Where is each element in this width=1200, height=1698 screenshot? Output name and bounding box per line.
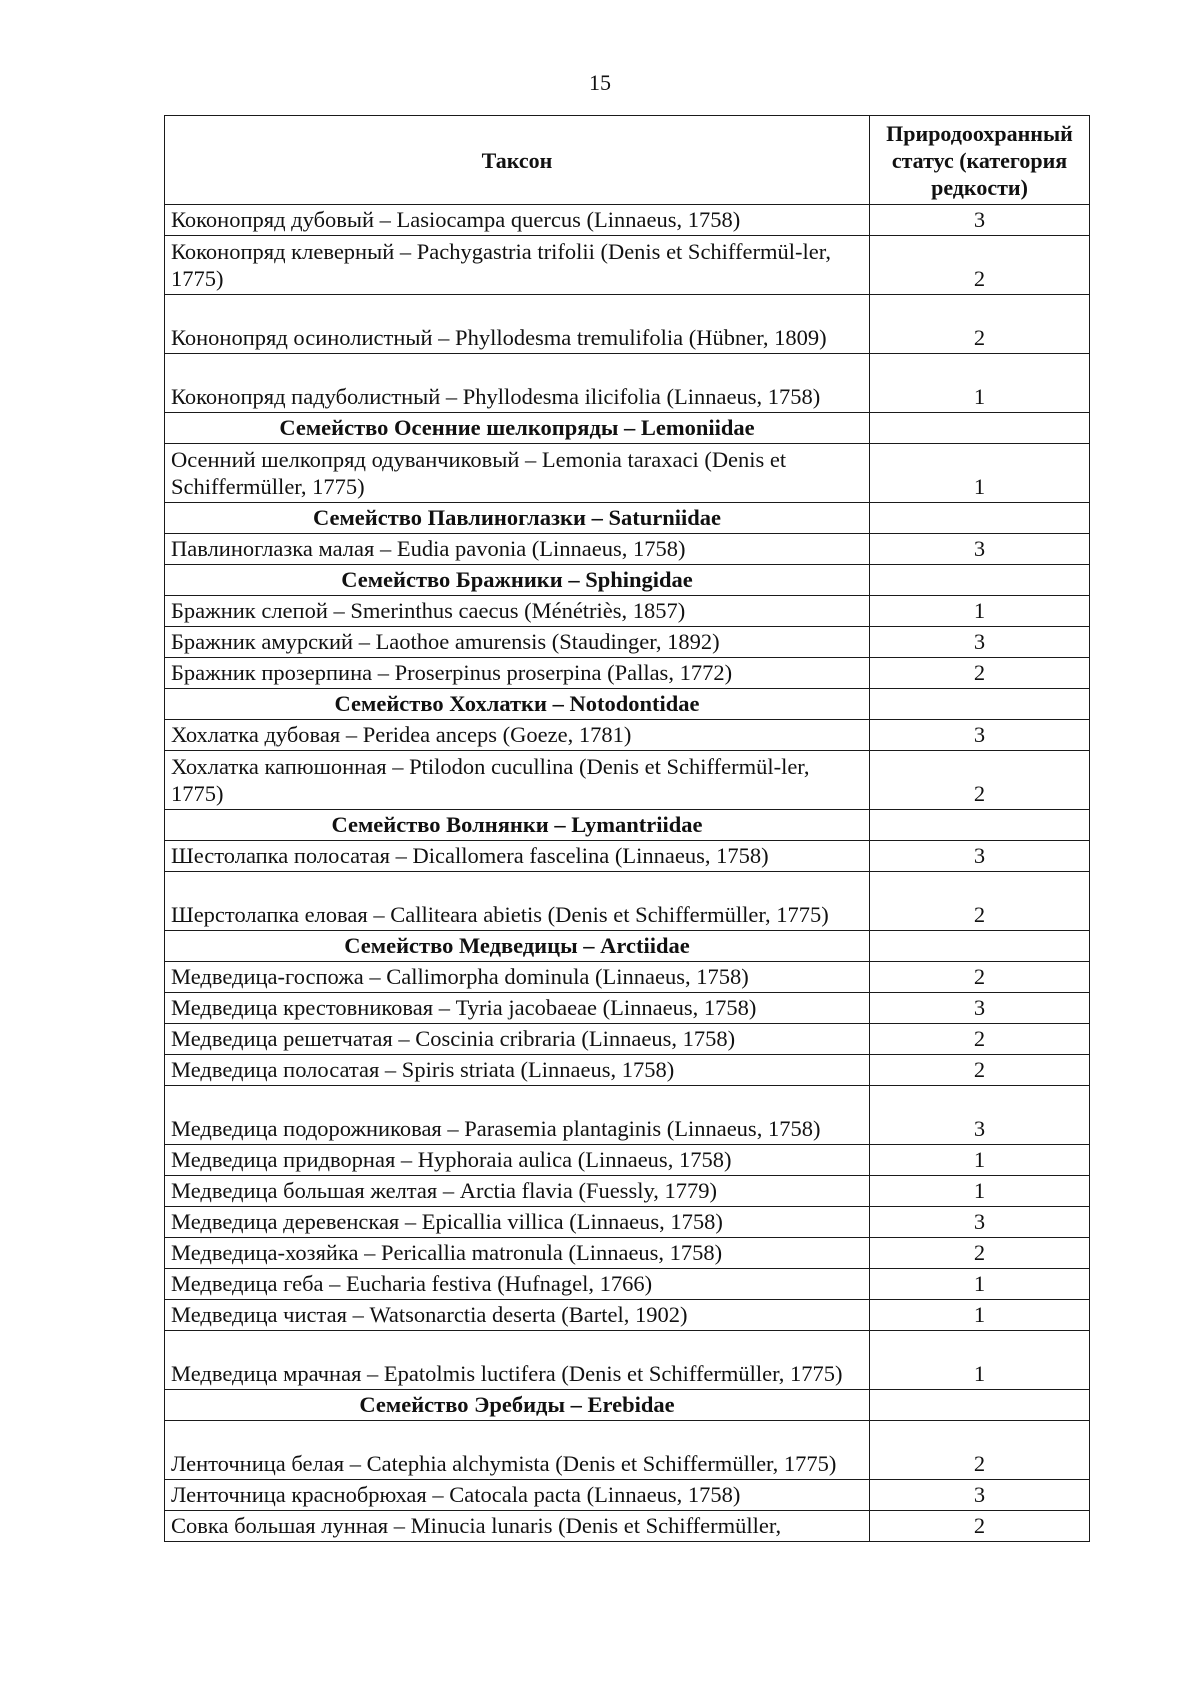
rarity-status: 3 xyxy=(870,720,1090,751)
rarity-status: 1 xyxy=(870,596,1090,627)
rarity-status: 1 xyxy=(870,1176,1090,1207)
rarity-status: 3 xyxy=(870,841,1090,872)
taxon-name: Хохлатка капюшонная – Ptilodon cucullina (Denis et Schiffermül-ler, 1775) xyxy=(165,751,870,810)
taxon-name: Коконопряд клеверный – Pachygastria trifolii (Denis et Schiffermül-ler, 1775) xyxy=(165,236,870,295)
table-row xyxy=(165,596,1090,627)
taxon-name: Хохлатка дубовая – Peridea anceps (Goeze, 1781) xyxy=(165,720,870,751)
family-row xyxy=(165,689,1090,720)
table-row xyxy=(165,1480,1090,1511)
taxon-name: Медведица чистая – Watsonarctia deserta (Bartel, 1902) xyxy=(165,1300,870,1331)
taxon-name: Ленточница белая – Catephia alchymista (Denis et Schiffermüller, 1775) xyxy=(165,1421,870,1480)
table-row xyxy=(165,627,1090,658)
table-row xyxy=(165,236,1090,295)
page-number: 15 xyxy=(589,70,611,95)
table-row xyxy=(165,1176,1090,1207)
header-status: Природоохранный статус (категория редкости) xyxy=(870,116,1090,205)
taxon-name: Медведица полосатая – Spiris striata (Linnaeus, 1758) xyxy=(165,1055,870,1086)
rarity-status: 2 xyxy=(870,295,1090,354)
taxon-name: Медведица придворная – Hyphoraia aulica (Linnaeus, 1758) xyxy=(165,1145,870,1176)
taxon-name: Медведица мрачная – Epatolmis luctifera (Denis et Schiffermüller, 1775) xyxy=(165,1331,870,1390)
table-row xyxy=(165,1145,1090,1176)
taxon-name: Шерстолапка еловая – Calliteara abietis (Denis et Schiffermüller, 1775) xyxy=(165,872,870,931)
taxon-name: Бражник слепой – Smerinthus caecus (Ménétriès, 1857) xyxy=(165,596,870,627)
rarity-status: 2 xyxy=(870,1024,1090,1055)
table-row xyxy=(165,1300,1090,1331)
table-row xyxy=(165,205,1090,236)
rarity-status: 3 xyxy=(870,205,1090,236)
rarity-status xyxy=(870,1390,1090,1421)
rarity-status: 1 xyxy=(870,1269,1090,1300)
rarity-status: 3 xyxy=(870,534,1090,565)
rarity-status: 3 xyxy=(870,627,1090,658)
rarity-status: 2 xyxy=(870,872,1090,931)
table-row xyxy=(165,1421,1090,1480)
taxa-table xyxy=(164,115,1090,1542)
table-row xyxy=(165,1055,1090,1086)
table-row xyxy=(165,751,1090,810)
rarity-status xyxy=(870,503,1090,534)
family-name: Семейство Бражники – Sphingidae xyxy=(165,565,870,596)
rarity-status: 2 xyxy=(870,1511,1090,1542)
taxon-name: Медведица подорожниковая – Parasemia plantaginis (Linnaeus, 1758) xyxy=(165,1086,870,1145)
table-row xyxy=(165,658,1090,689)
rarity-status: 1 xyxy=(870,1300,1090,1331)
taxon-name: Павлиноглазка малая – Eudia pavonia (Linnaeus, 1758) xyxy=(165,534,870,565)
taxon-name: Медведица-хозяйка – Pericallia matronula (Linnaeus, 1758) xyxy=(165,1238,870,1269)
family-row xyxy=(165,503,1090,534)
family-name: Семейство Медведицы – Arctiidae xyxy=(165,931,870,962)
family-name: Семейство Павлиноглазки – Saturniidae xyxy=(165,503,870,534)
table-row xyxy=(165,295,1090,354)
table-row xyxy=(165,872,1090,931)
table-row xyxy=(165,841,1090,872)
family-name: Семейство Осенние шелкопряды – Lemoniidae xyxy=(165,413,870,444)
table-header-row xyxy=(165,116,1090,205)
rarity-status: 2 xyxy=(870,1238,1090,1269)
rarity-status: 1 xyxy=(870,444,1090,503)
rarity-status: 2 xyxy=(870,962,1090,993)
family-row xyxy=(165,413,1090,444)
taxon-name: Шестолапка полосатая – Dicallomera fascelina (Linnaeus, 1758) xyxy=(165,841,870,872)
rarity-status: 2 xyxy=(870,1055,1090,1086)
taxon-name: Медведица геба – Eucharia festiva (Hufnagel, 1766) xyxy=(165,1269,870,1300)
table-row xyxy=(165,993,1090,1024)
rarity-status: 2 xyxy=(870,1421,1090,1480)
taxon-name: Бражник прозерпина – Proserpinus proserpina (Pallas, 1772) xyxy=(165,658,870,689)
rarity-status: 2 xyxy=(870,236,1090,295)
header-taxon: Таксон xyxy=(165,116,870,205)
table-row xyxy=(165,1207,1090,1238)
taxon-name: Ленточница краснобрюхая – Catocala pacta (Linnaeus, 1758) xyxy=(165,1480,870,1511)
rarity-status: 3 xyxy=(870,1086,1090,1145)
family-row xyxy=(165,1390,1090,1421)
rarity-status xyxy=(870,689,1090,720)
table-row xyxy=(165,1331,1090,1390)
rarity-status: 3 xyxy=(870,1480,1090,1511)
table-row xyxy=(165,1086,1090,1145)
table-row xyxy=(165,1238,1090,1269)
taxon-name: Медведица-госпожа – Callimorpha dominula (Linnaeus, 1758) xyxy=(165,962,870,993)
taxon-name: Бражник амурский – Laothoe amurensis (Staudinger, 1892) xyxy=(165,627,870,658)
table-row xyxy=(165,962,1090,993)
family-row xyxy=(165,565,1090,596)
taxon-name: Медведица крестовниковая – Tyria jacobaeae (Linnaeus, 1758) xyxy=(165,993,870,1024)
rarity-status xyxy=(870,810,1090,841)
table-row xyxy=(165,534,1090,565)
family-name: Семейство Волнянки – Lymantriidae xyxy=(165,810,870,841)
family-row xyxy=(165,931,1090,962)
rarity-status: 3 xyxy=(870,993,1090,1024)
taxon-name: Медведица решетчатая – Coscinia cribraria (Linnaeus, 1758) xyxy=(165,1024,870,1055)
table-row xyxy=(165,1024,1090,1055)
table-row xyxy=(165,720,1090,751)
rarity-status: 2 xyxy=(870,658,1090,689)
rarity-status: 1 xyxy=(870,354,1090,413)
taxon-name: Медведица деревенская – Epicallia villica (Linnaeus, 1758) xyxy=(165,1207,870,1238)
rarity-status xyxy=(870,931,1090,962)
rarity-status: 1 xyxy=(870,1145,1090,1176)
taxon-name: Кононопряд осинолистный – Phyllodesma tremulifolia (Hübner, 1809) xyxy=(165,295,870,354)
table-row xyxy=(165,1511,1090,1542)
rarity-status: 3 xyxy=(870,1207,1090,1238)
taxon-name: Осенний шелкопряд одуванчиковый – Lemonia taraxaci (Denis et Schiffermüller, 1775) xyxy=(165,444,870,503)
taxon-name: Коконопряд дубовый – Lasiocampa quercus (Linnaeus, 1758) xyxy=(165,205,870,236)
table-body xyxy=(165,205,1090,1542)
rarity-status xyxy=(870,413,1090,444)
table-row xyxy=(165,354,1090,413)
family-name: Семейство Эребиды – Erebidae xyxy=(165,1390,870,1421)
table-row xyxy=(165,444,1090,503)
rarity-status: 2 xyxy=(870,751,1090,810)
rarity-status xyxy=(870,565,1090,596)
table-row xyxy=(165,1269,1090,1300)
rarity-status: 1 xyxy=(870,1331,1090,1390)
taxon-name: Медведица большая желтая – Arctia flavia (Fuessly, 1779) xyxy=(165,1176,870,1207)
family-name: Семейство Хохлатки – Notodontidae xyxy=(165,689,870,720)
family-row xyxy=(165,810,1090,841)
taxon-name: Совка большая лунная – Minucia lunaris (Denis et Schiffermüller, xyxy=(165,1511,870,1542)
taxon-name: Коконопряд падуболистный – Phyllodesma ilicifolia (Linnaeus, 1758) xyxy=(165,354,870,413)
